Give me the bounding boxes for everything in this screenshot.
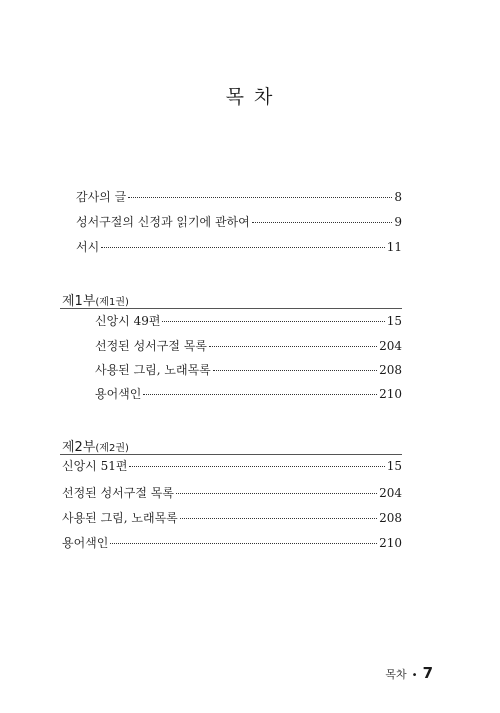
toc-entry-page: 210 [379, 387, 402, 401]
part-2-divider [60, 454, 402, 455]
toc-entry-part2-poems[interactable] [62, 458, 402, 474]
toc-entry-label: 신앙시 49편 [95, 314, 161, 328]
toc-entry-label: 선정된 성서구절 목록 [62, 486, 174, 500]
toc-entry-page: 210 [379, 536, 402, 550]
toc-entry-acknowledgements[interactable] [76, 189, 402, 205]
dot-leader [209, 346, 377, 347]
toc-entry-page: 8 [394, 190, 402, 204]
part-1-heading [62, 290, 129, 309]
dot-leader [252, 222, 393, 223]
toc-entry-page: 208 [379, 363, 402, 377]
toc-entry-page: 9 [394, 215, 402, 229]
toc-entry-part2-scripture-list[interactable] [62, 485, 402, 501]
footer-page-number: 7 [422, 664, 433, 682]
toc-entry-page: 15 [386, 459, 402, 473]
toc-entry-label: 사용된 그림, 노래목록 [62, 511, 178, 525]
dot-leader [180, 518, 377, 519]
toc-entry-label: 감사의 글 [76, 190, 127, 204]
page-footer [385, 664, 433, 682]
dot-leader [101, 247, 385, 248]
toc-entry-page: 204 [379, 339, 402, 353]
toc-entry-prologue[interactable] [76, 239, 402, 255]
toc-entry-label: 선정된 성서구절 목록 [95, 339, 207, 353]
part-heading-subtitle: (제1권) [95, 297, 129, 308]
toc-entry-page: 208 [379, 511, 402, 525]
toc-entry-part1-poems[interactable] [95, 313, 402, 329]
toc-entry-label: 용어색인 [62, 536, 109, 550]
toc-entry-label: 용어색인 [95, 387, 142, 401]
dot-leader [176, 493, 377, 494]
dot-leader [213, 370, 377, 371]
dot-leader [143, 394, 377, 395]
toc-entry-page: 11 [386, 240, 402, 254]
dot-leader [162, 321, 384, 322]
toc-entry-part1-index[interactable] [95, 386, 402, 402]
toc-entry-label: 신앙시 51편 [62, 459, 128, 473]
part-heading-subtitle: (제2권) [95, 443, 129, 454]
toc-entry-label: 성서구절의 신정과 읽기에 관하여 [76, 215, 250, 229]
toc-entry-scripture-note[interactable] [76, 214, 402, 230]
toc-entry-label: 서시 [76, 240, 100, 254]
toc-entry-part2-index[interactable] [62, 535, 402, 551]
toc-entry-page: 204 [379, 486, 402, 500]
toc-entry-label: 사용된 그림, 노래목록 [95, 363, 211, 377]
part-heading-title: 제1부 [62, 294, 96, 309]
page-title: 목 차 [225, 86, 275, 108]
toc-entry-part1-scripture-list[interactable] [95, 338, 402, 354]
part-1-divider [60, 308, 402, 309]
toc-entry-part2-figures-songs[interactable] [62, 510, 402, 526]
toc-entry-part1-figures-songs[interactable] [95, 362, 402, 378]
dot-leader [129, 466, 384, 467]
dot-leader [128, 197, 392, 198]
dot-leader [110, 543, 377, 544]
part-heading-title: 제2부 [62, 440, 96, 455]
footer-section-label: 목차 [385, 668, 407, 681]
toc-entry-page: 15 [386, 314, 402, 328]
footer-bullet: • [411, 670, 418, 681]
part-2-heading [62, 436, 129, 455]
